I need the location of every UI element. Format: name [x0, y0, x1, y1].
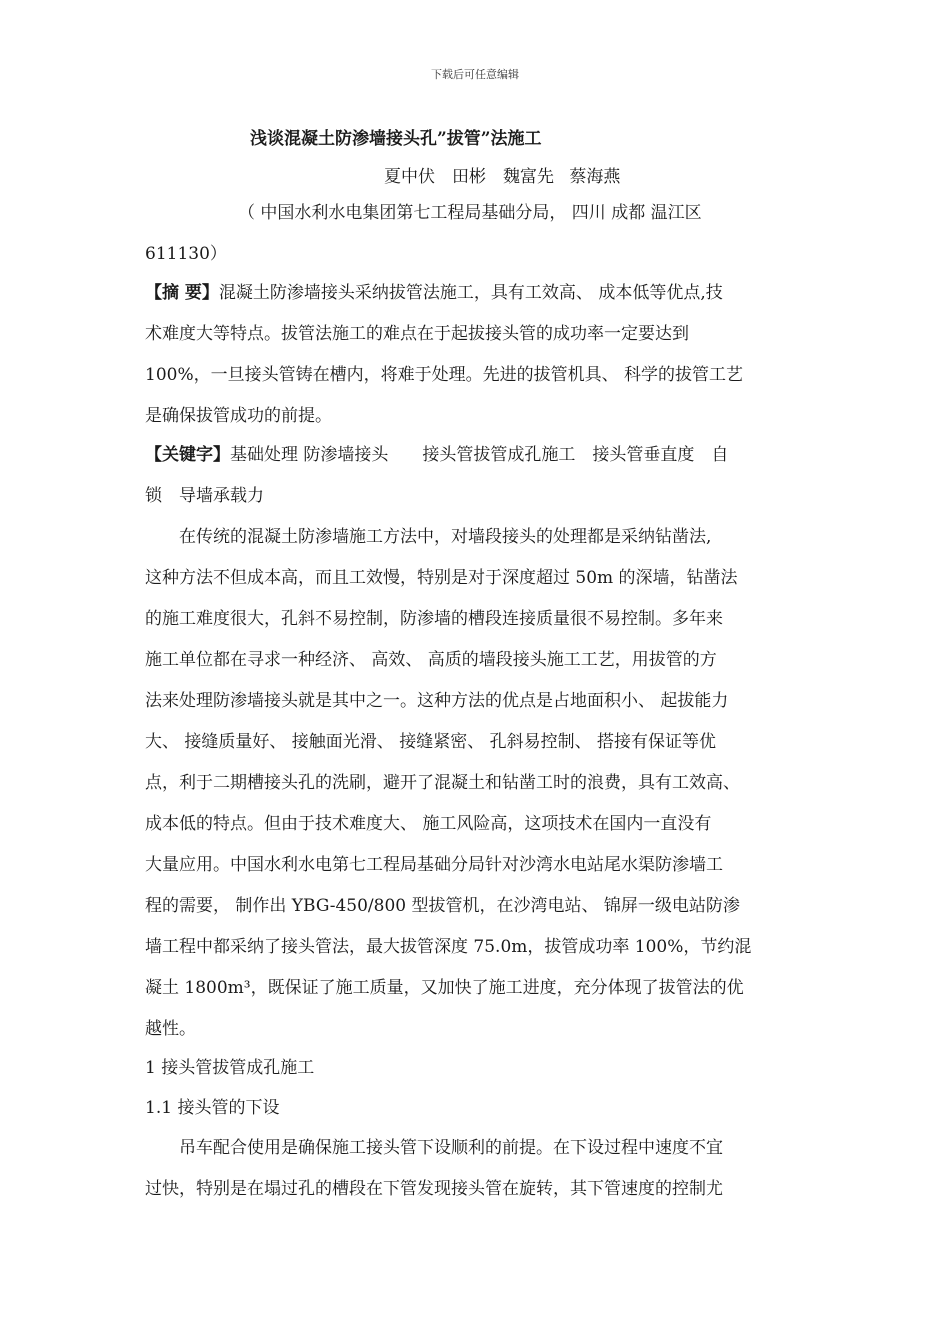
keywords-line-2: 锁 导墙承载力 — [145, 486, 264, 506]
body-line: 墙工程中都采纳了接头管法，最大拔管深度 75.0m，拔管成功率 100%，节约混 — [145, 937, 752, 957]
abstract-label: 【摘 要】 — [145, 283, 219, 303]
section-body-line: 吊车配合使用是确保施工接头管下设顺利的前提。在下设过程中速度不宜 — [145, 1138, 723, 1158]
abstract-line-1 — [145, 281, 825, 305]
body-line: 法来处理防渗墙接头就是其中之一。这种方法的优点是占地面积小、 起拔能力 — [145, 691, 729, 711]
body-line: 成本低的特点。但由于技术难度大、 施工风险高，这项技术在国内一直没有 — [145, 814, 712, 834]
affiliation-line-2: 611130） — [145, 244, 227, 264]
section-heading-1: 1 接头管拔管成孔施工 — [145, 1058, 315, 1078]
header-note: 下载后可任意编辑 — [431, 68, 519, 81]
body-line: 在传统的混凝土防渗墙施工方法中，对墙段接头的处理都是采纳钻凿法, — [145, 527, 712, 547]
body-line: 的施工难度很大，孔斜不易控制，防渗墙的槽段连接质量很不易控制。多年来 — [145, 609, 723, 629]
abstract-line-2: 术难度大等特点。拔管法施工的难点在于起拔接头管的成功率一定要达到 — [145, 324, 689, 344]
abstract-line-3: 100%，一旦接头管铸在槽内，将难于处理。先进的拔管机具、 科学的拔管工艺 — [145, 365, 744, 385]
section-heading-1-1: 1.1 接头管的下设 — [145, 1098, 280, 1118]
body-line: 这种方法不但成本高，而且工效慢，特别是对于深度超过 50m 的深墙，钻凿法 — [145, 568, 738, 588]
paper-title: 浅谈混凝土防渗墙接头孔”拔管”法施工 — [250, 129, 542, 149]
body-line: 凝土 1800m³，既保证了施工质量，又加快了施工进度，充分体现了拔管法的优 — [145, 978, 744, 998]
abstract-line-4: 是确保拔管成功的前提。 — [145, 406, 332, 426]
section-body-line: 过快，特别是在塌过孔的槽段在下管发现接头管在旋转，其下管速度的控制尤 — [145, 1179, 723, 1199]
keywords-line-1 — [145, 443, 825, 467]
body-line: 大量应用。中国水利水电第七工程局基础分局针对沙湾水电站尾水渠防渗墙工 — [145, 855, 723, 875]
authors: 夏中伏 田彬 魏富先 蔡海燕 — [384, 167, 621, 187]
body-line: 点，利于二期槽接头孔的洗刷，避开了混凝土和钻凿工时的浪费，具有工效高、 — [145, 773, 740, 793]
keywords-label: 【关键字】 — [145, 445, 230, 465]
body-line: 程的需要， 制作出 YBG-450/800 型拔管机，在沙湾电站、 锦屏一级电站防渗 — [145, 896, 740, 916]
abstract-text: 混凝土防渗墙接头采纳拔管法施工，具有工效高、 成本低等优点,技 — [218, 283, 723, 303]
affiliation-line-1: （ 中国水利水电集团第七工程局基础分局， 四川 成都 温江区 — [238, 203, 702, 223]
body-line: 越性。 — [145, 1019, 196, 1039]
body-line: 施工单位都在寻求一种经济、 高效、 高质的墙段接头施工工艺，用拔管的方 — [145, 650, 717, 670]
body-line: 大、 接缝质量好、 接触面光滑、 接缝紧密、 孔斜易控制、 搭接有保证等优 — [145, 732, 717, 752]
keywords-text: 基础处理 防渗墙接头 接头管拔管成孔施工 接头管垂直度 自 — [230, 445, 729, 465]
